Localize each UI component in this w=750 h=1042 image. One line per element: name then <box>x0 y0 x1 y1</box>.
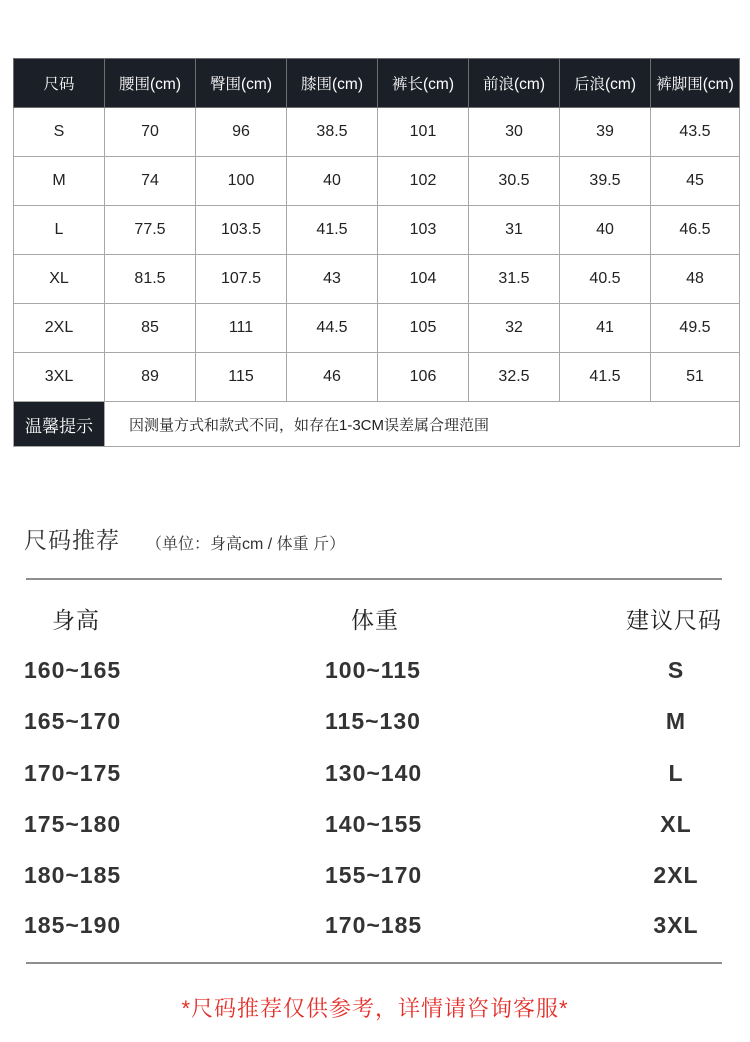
height-range: 175~180 <box>24 811 122 837</box>
measurement-cell: 44.5 <box>287 304 378 353</box>
header-front-rise: 前浪(cm) <box>469 59 560 108</box>
suggested-size: 3XL <box>653 912 699 938</box>
size-cell: L <box>14 206 105 255</box>
suggested-size: L <box>668 760 684 786</box>
table-row <box>14 255 740 304</box>
measurement-cell: 40 <box>287 157 378 206</box>
height-range: 170~175 <box>24 760 122 786</box>
suggested-size: XL <box>660 811 692 837</box>
size-cell: M <box>14 157 105 206</box>
measurement-cell: 41 <box>560 304 651 353</box>
disclaimer-note: *尺码推荐仅供参考，详情请咨询客服* <box>181 996 569 1021</box>
height-range: 160~165 <box>24 657 122 683</box>
measurement-cell: 30.5 <box>469 157 560 206</box>
divider-bottom <box>26 962 722 964</box>
tip-row <box>14 402 740 447</box>
size-chart-header-row <box>14 59 740 108</box>
header-height: 身高 <box>52 607 100 633</box>
header-back-rise: 后浪(cm) <box>560 59 651 108</box>
measurement-cell: 89 <box>105 353 196 402</box>
measurement-cell: 39.5 <box>560 157 651 206</box>
suggested-size: 2XL <box>653 862 699 888</box>
suggested-size: S <box>667 657 685 683</box>
measurement-cell: 103 <box>378 206 469 255</box>
measurement-cell: 49.5 <box>651 304 740 353</box>
table-row <box>14 108 740 157</box>
measurement-cell: 107.5 <box>196 255 287 304</box>
header-suggested-size: 建议尺码 <box>626 607 722 633</box>
measurement-cell: 85 <box>105 304 196 353</box>
height-range: 180~185 <box>24 862 122 888</box>
weight-range: 130~140 <box>325 760 423 786</box>
measurement-cell: 100 <box>196 157 287 206</box>
measurement-cell: 43.5 <box>651 108 740 157</box>
table-row <box>14 206 740 255</box>
measurement-cell: 38.5 <box>287 108 378 157</box>
header-weight: 体重 <box>351 607 399 633</box>
measurement-cell: 103.5 <box>196 206 287 255</box>
measurement-cell: 40 <box>560 206 651 255</box>
measurement-cell: 96 <box>196 108 287 157</box>
size-cell: 3XL <box>14 353 105 402</box>
weight-range: 170~185 <box>325 912 423 938</box>
measurement-cell: 105 <box>378 304 469 353</box>
weight-range: 115~130 <box>325 708 421 734</box>
measurement-cell: 31 <box>469 206 560 255</box>
measurement-cell: 32 <box>469 304 560 353</box>
size-cell: S <box>14 108 105 157</box>
recommendation-title: 尺码推荐 <box>24 527 120 553</box>
measurement-cell: 45 <box>651 157 740 206</box>
tip-text: 因测量方式和款式不同，如存在1-3CM误差属合理范围 <box>105 402 740 447</box>
divider-top <box>26 578 722 580</box>
header-waist: 腰围(cm) <box>105 59 196 108</box>
measurement-cell: 39 <box>560 108 651 157</box>
suggested-size: M <box>665 708 687 734</box>
header-hip: 臀围(cm) <box>196 59 287 108</box>
measurement-cell: 41.5 <box>560 353 651 402</box>
header-size: 尺码 <box>14 59 105 108</box>
header-leg-opening: 裤脚围(cm) <box>651 59 740 108</box>
measurement-cell: 41.5 <box>287 206 378 255</box>
measurement-cell: 111 <box>196 304 287 353</box>
weight-range: 140~155 <box>325 811 423 837</box>
size-cell: 2XL <box>14 304 105 353</box>
size-cell: XL <box>14 255 105 304</box>
size-chart-table <box>13 58 740 447</box>
measurement-cell: 106 <box>378 353 469 402</box>
measurement-cell: 46.5 <box>651 206 740 255</box>
measurement-cell: 48 <box>651 255 740 304</box>
table-row <box>14 157 740 206</box>
measurement-cell: 40.5 <box>560 255 651 304</box>
measurement-cell: 43 <box>287 255 378 304</box>
measurement-cell: 46 <box>287 353 378 402</box>
measurement-cell: 102 <box>378 157 469 206</box>
measurement-cell: 81.5 <box>105 255 196 304</box>
weight-range: 155~170 <box>325 862 423 888</box>
header-length: 裤长(cm) <box>378 59 469 108</box>
measurement-cell: 30 <box>469 108 560 157</box>
measurement-cell: 77.5 <box>105 206 196 255</box>
measurement-cell: 51 <box>651 353 740 402</box>
table-row <box>14 353 740 402</box>
recommendation-unit: （单位：身高cm / 体重 斤） <box>146 536 346 553</box>
measurement-cell: 70 <box>105 108 196 157</box>
measurement-cell: 101 <box>378 108 469 157</box>
measurement-cell: 74 <box>105 157 196 206</box>
height-range: 185~190 <box>24 912 122 938</box>
tip-label: 温馨提示 <box>14 402 105 447</box>
header-knee: 膝围(cm) <box>287 59 378 108</box>
table-row <box>14 304 740 353</box>
measurement-cell: 32.5 <box>469 353 560 402</box>
measurement-cell: 104 <box>378 255 469 304</box>
measurement-cell: 31.5 <box>469 255 560 304</box>
weight-range: 100~115 <box>325 657 421 683</box>
height-range: 165~170 <box>24 708 122 734</box>
measurement-cell: 115 <box>196 353 287 402</box>
